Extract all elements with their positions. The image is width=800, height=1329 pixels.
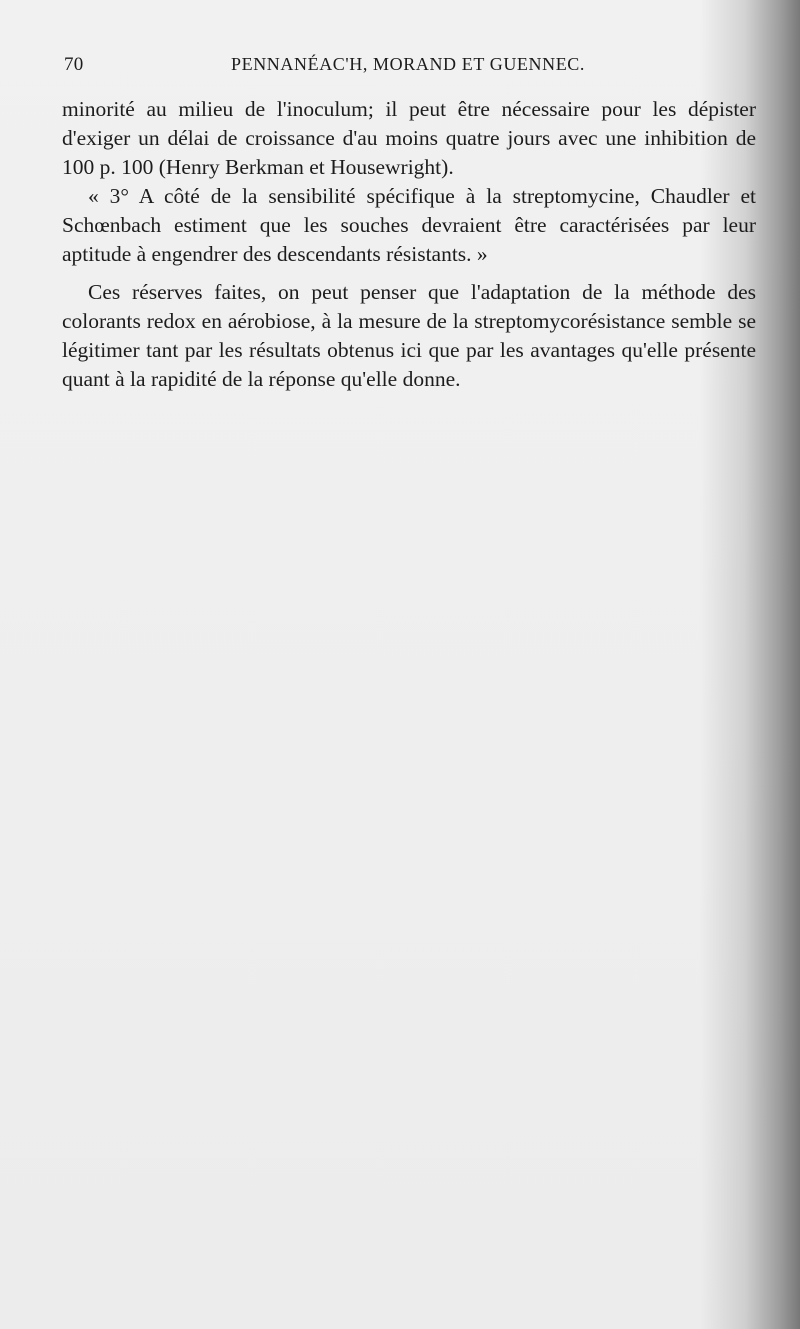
paragraph-3: Ces réserves faites, on peut penser que l'adaptation de la méthode des colorants redox en aérobiose, à la mesure de la streptomycorésistance semble se légitimer tant par les résultats obtenus ici que par les avantages qu'elle présente quant à la rapidité de la réponse qu'elle donne. bbox=[62, 280, 756, 391]
running-head: PENNANÉAC'H, MORAND ET GUENNEC. bbox=[231, 54, 586, 74]
paragraph-1: minorité au milieu de l'inoculum; il peut être nécessaire pour les dépister d'exiger un délai de croissance d'au moins quatre jours avec une inhibition de 100 p. 100 (Henry Berkman et Housewright). bbox=[62, 97, 756, 179]
paragraph-2: « 3° A côté de la sensibilité spécifique à la streptomycine, Chaudler et Schœnbach estiment que les souches devraient être caractérisées par leur aptitude à engendrer des descendants résistants. » bbox=[62, 184, 756, 266]
page-header bbox=[64, 54, 684, 80]
body-text bbox=[62, 95, 756, 394]
page-number: 70 bbox=[64, 54, 84, 75]
